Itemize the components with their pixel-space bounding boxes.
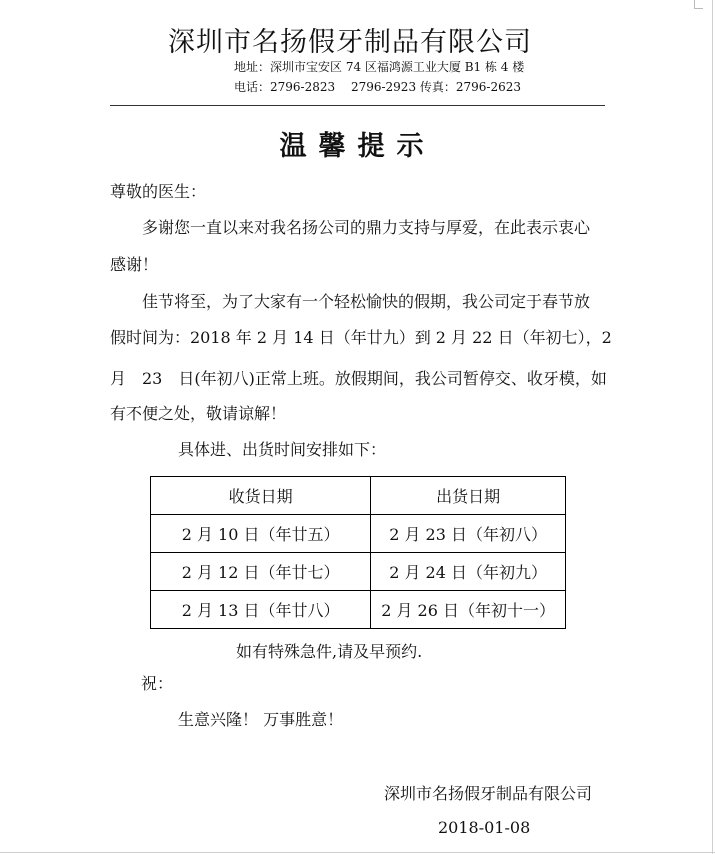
header-divider (110, 105, 605, 106)
receive-date-cell: 2 月 12 日（年廿七） (151, 553, 371, 591)
document-title: 温馨提示 (279, 131, 436, 162)
para2-line4: 有不便之处，敬请谅解！ (110, 404, 287, 423)
closing-wish: 祝： (141, 674, 174, 693)
receive-date-cell: 2 月 10 日（年廿五） (151, 515, 371, 553)
schedule-table (150, 476, 566, 629)
table-row (151, 515, 566, 553)
schedule-intro: 具体进、出货时间安排如下： (178, 440, 387, 459)
table-row (151, 591, 566, 629)
page-border-bottom (0, 852, 715, 853)
letter-date: 2018-01-08 (438, 818, 531, 837)
para1-line2: 感谢！ (110, 255, 159, 274)
para2-line1: 佳节将至，为了大家有一个轻松愉快的假期，我公司定于春节放 (142, 292, 591, 311)
company-address: 地址：深圳市宝安区 74 区福鸿源工业大厦 B1 栋 4 楼 (234, 60, 525, 74)
urgent-note: 如有特殊急件,请及早预约. (236, 642, 423, 661)
ship-date-cell: 2 月 23 日（年初八） (371, 515, 566, 553)
ship-date-cell: 2 月 24 日（年初九） (371, 553, 566, 591)
company-phone: 电话：2796-2823 2796-2923 传真：2796-2623 (234, 80, 522, 94)
para2-line2: 假时间为：2018 年 2 月 14 日（年廿九）到 2 月 22 日（年初七），2 (110, 328, 612, 347)
para2-line3: 月 23 日(年初八)正常上班。放假期间，我公司暂停交、收牙模，如 (110, 369, 607, 388)
closing-blessing: 生意兴隆！ 万事胜意！ (178, 710, 344, 729)
ship-date-cell: 2 月 26 日（年初十一） (371, 591, 566, 629)
signature: 深圳市名扬假牙制品有限公司 (384, 784, 593, 803)
table-header-row (151, 477, 566, 515)
company-name: 深圳市名扬假牙制品有限公司 (168, 27, 532, 58)
greeting: 尊敬的医生： (110, 182, 207, 201)
table-row (151, 553, 566, 591)
header-receive-date: 收货日期 (151, 477, 371, 515)
para1-line1: 多谢您一直以来对我名扬公司的鼎力支持与厚爱，在此表示衷心 (142, 218, 591, 237)
corner-mark (694, 0, 703, 9)
receive-date-cell: 2 月 13 日（年廿八） (151, 591, 371, 629)
header-ship-date: 出货日期 (371, 477, 566, 515)
